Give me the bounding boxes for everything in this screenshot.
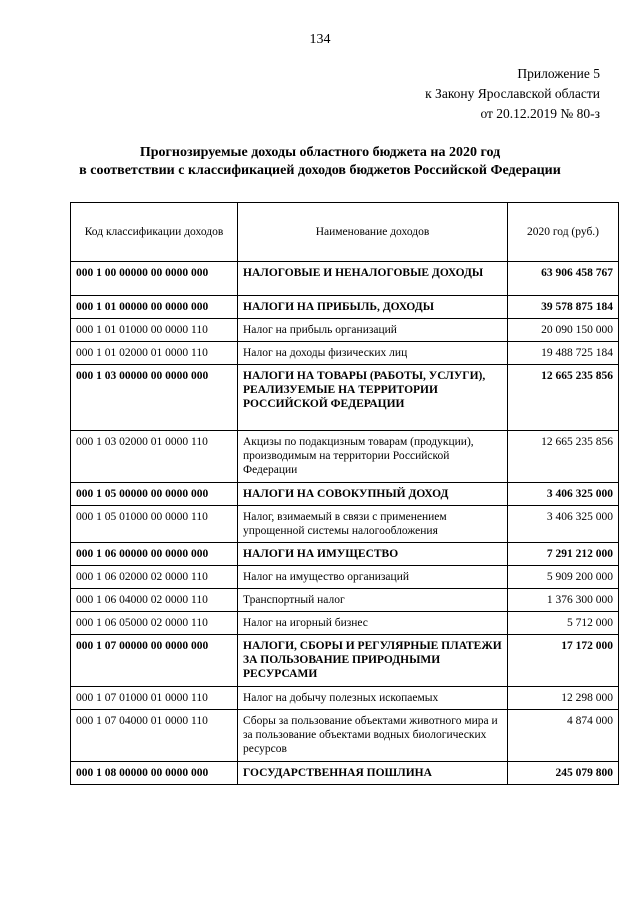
row-amount: 3 406 325 000 xyxy=(508,506,619,543)
row-name: Транспортный налог xyxy=(238,589,508,612)
row-code: 000 1 01 00000 00 0000 000 xyxy=(71,296,238,319)
row-name: Налог на имущество организаций xyxy=(238,566,508,589)
row-name: Налог на игорный бизнес xyxy=(238,612,508,635)
row-code: 000 1 07 00000 00 0000 000 xyxy=(71,635,238,687)
table-row xyxy=(71,589,619,612)
row-code: 000 1 01 01000 00 0000 110 xyxy=(71,319,238,342)
row-code: 000 1 06 00000 00 0000 000 xyxy=(71,543,238,566)
row-amount: 3 406 325 000 xyxy=(508,483,619,506)
appendix-line-2: к Закону Ярославской области xyxy=(425,86,600,101)
table-row xyxy=(71,319,619,342)
row-name: Акцизы по подакцизным товарам (продукции), производимым на территории Российской Федерации xyxy=(238,431,508,483)
row-amount: 17 172 000 xyxy=(508,635,619,687)
table-row xyxy=(71,506,619,543)
row-amount: 1 376 300 000 xyxy=(508,589,619,612)
row-name: Налог на добычу полезных ископаемых xyxy=(238,687,508,710)
row-amount: 12 665 235 856 xyxy=(508,431,619,483)
title-line-2: в соответствии с классификацией доходов бюджетов Российской Федерации xyxy=(79,163,561,178)
header-code: Код классификации доходов xyxy=(71,203,238,262)
row-code: 000 1 07 01000 01 0000 110 xyxy=(71,687,238,710)
table-header-row xyxy=(71,203,619,262)
table-row xyxy=(71,543,619,566)
row-amount: 4 874 000 xyxy=(508,710,619,762)
table-row xyxy=(71,296,619,319)
row-amount: 7 291 212 000 xyxy=(508,543,619,566)
row-amount: 12 298 000 xyxy=(508,687,619,710)
title-line-1: Прогнозируемые доходы областного бюджета на 2020 год xyxy=(139,145,501,160)
appendix-line-1: Приложение 5 xyxy=(517,66,600,81)
row-name: НАЛОГИ НА СОВОКУПНЫЙ ДОХОД xyxy=(238,483,508,506)
row-code: 000 1 05 00000 00 0000 000 xyxy=(71,483,238,506)
table-row xyxy=(71,635,619,687)
page-number: 134 xyxy=(309,32,331,47)
row-name: НАЛОГОВЫЕ И НЕНАЛОГОВЫЕ ДОХОДЫ xyxy=(238,262,508,296)
row-amount: 20 090 150 000 xyxy=(508,319,619,342)
row-code: 000 1 00 00000 00 0000 000 xyxy=(71,262,238,296)
row-code: 000 1 07 04000 01 0000 110 xyxy=(71,710,238,762)
row-name: Налог, взимаемый в связи с применением упрощенной системы налогообложения xyxy=(238,506,508,543)
table-body xyxy=(71,262,619,785)
row-name: НАЛОГИ НА ТОВАРЫ (РАБОТЫ, УСЛУГИ), РЕАЛИЗУЕМЫЕ НА ТЕРРИТОРИИ РОССИЙСКОЙ ФЕДЕРАЦИИ xyxy=(238,365,508,431)
row-code: 000 1 06 04000 02 0000 110 xyxy=(71,589,238,612)
row-name: ГОСУДАРСТВЕННАЯ ПОШЛИНА xyxy=(238,762,508,785)
table-row xyxy=(71,710,619,762)
row-amount: 12 665 235 856 xyxy=(508,365,619,431)
row-name: Налог на прибыль организаций xyxy=(238,319,508,342)
row-name: НАЛОГИ НА ПРИБЫЛЬ, ДОХОДЫ xyxy=(238,296,508,319)
table-row xyxy=(71,687,619,710)
row-code: 000 1 05 01000 00 0000 110 xyxy=(71,506,238,543)
row-amount: 5 712 000 xyxy=(508,612,619,635)
row-code: 000 1 06 02000 02 0000 110 xyxy=(71,566,238,589)
row-code: 000 1 03 02000 01 0000 110 xyxy=(71,431,238,483)
row-code: 000 1 03 00000 00 0000 000 xyxy=(71,365,238,431)
table-row xyxy=(71,566,619,589)
row-amount: 245 079 800 xyxy=(508,762,619,785)
row-code: 000 1 01 02000 01 0000 110 xyxy=(71,342,238,365)
row-code: 000 1 08 00000 00 0000 000 xyxy=(71,762,238,785)
row-amount: 19 488 725 184 xyxy=(508,342,619,365)
table-row xyxy=(71,342,619,365)
table-row xyxy=(71,365,619,431)
table-row xyxy=(71,431,619,483)
row-code: 000 1 06 05000 02 0000 110 xyxy=(71,612,238,635)
header-name: Наименование доходов xyxy=(238,203,508,262)
row-name: Сборы за пользование объектами животного мира и за пользование объектами водных биологических ресурсов xyxy=(238,710,508,762)
header-amount: 2020 год (руб.) xyxy=(508,203,619,262)
appendix-block xyxy=(425,64,600,124)
document-title xyxy=(0,144,640,180)
revenue-table xyxy=(70,202,619,785)
row-amount: 5 909 200 000 xyxy=(508,566,619,589)
row-amount: 39 578 875 184 xyxy=(508,296,619,319)
row-name: Налог на доходы физических лиц xyxy=(238,342,508,365)
row-name: НАЛОГИ НА ИМУЩЕСТВО xyxy=(238,543,508,566)
table-row xyxy=(71,612,619,635)
table-row xyxy=(71,762,619,785)
row-name: НАЛОГИ, СБОРЫ И РЕГУЛЯРНЫЕ ПЛАТЕЖИ ЗА ПОЛЬЗОВАНИЕ ПРИРОДНЫМИ РЕСУРСАМИ xyxy=(238,635,508,687)
table-row xyxy=(71,483,619,506)
appendix-line-3: от 20.12.2019 № 80-з xyxy=(480,106,600,121)
table-row xyxy=(71,262,619,296)
row-amount: 63 906 458 767 xyxy=(508,262,619,296)
